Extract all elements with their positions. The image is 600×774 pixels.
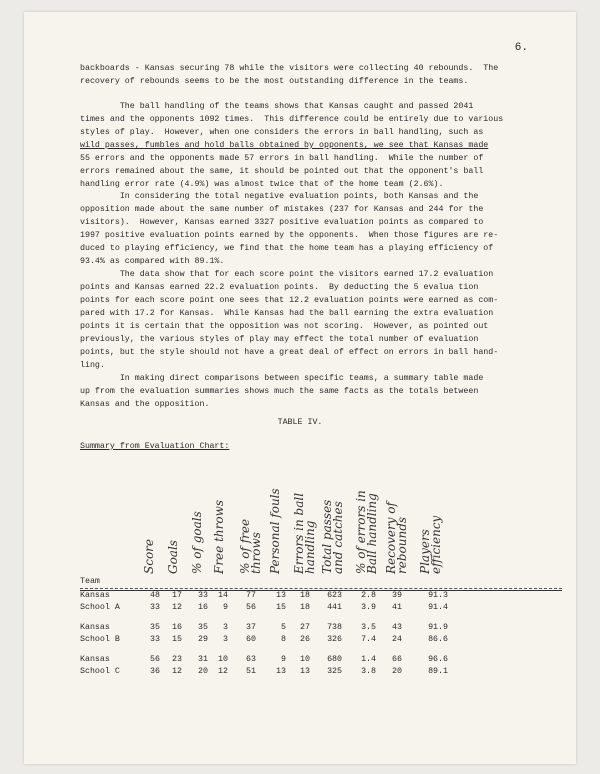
paragraph-comparisons	[80, 372, 560, 411]
table-cell: 12	[218, 667, 228, 676]
table-cell: 35	[198, 623, 208, 632]
document-page	[24, 12, 576, 764]
table-row	[24, 635, 576, 647]
column-header	[294, 493, 316, 574]
table-row	[24, 591, 576, 603]
text-line: 1997 positive evaluation points earned by the opponents. When those figures are re-	[80, 231, 499, 240]
table-cell: 39	[392, 591, 402, 600]
column-header-line: % of errors in	[354, 490, 368, 574]
text-line: 93.4% as compared with 89.1%.	[80, 257, 225, 266]
text-line: Kansas and the opposition.	[80, 400, 210, 409]
table-cell: 96.6	[428, 655, 448, 664]
table-cell: 18	[300, 603, 310, 612]
column-header	[144, 539, 155, 574]
text-line: backboards - Kansas securing 78 while the visitors were collecting 40 rebounds. The	[80, 64, 499, 73]
text-line: points for each score point one sees that 12.2 evaluation points were earned as com-	[80, 296, 499, 305]
table-cell: 12	[172, 667, 182, 676]
table-cell: 63	[246, 655, 256, 664]
team-column-header: Team	[80, 577, 100, 586]
text-line: points and Kansas earned 22.2 evaluation points. By deducting the 5 evalua tion	[80, 283, 479, 292]
team-name: Kansas	[80, 655, 110, 664]
column-header-line: throws	[249, 532, 263, 574]
team-name: School A	[80, 603, 120, 612]
table-cell: 15	[172, 635, 182, 644]
text-line: styles of play. However, when one considers the errors in ball handling, such as	[80, 128, 484, 137]
text-line: errors remained about the same, it should be pointed out that the opponent's ball	[80, 167, 484, 176]
text-line: wild passes, fumbles and hold balls obtained by opponents, we see that Kansas made	[80, 141, 489, 150]
table-cell: 77	[246, 591, 256, 600]
table-cell: 91.3	[428, 591, 448, 600]
text-line: recovery of rebounds seems to be the most outstanding difference in the teams.	[80, 77, 469, 86]
text-line: The ball handling of the teams shows that Kansas caught and passed 2041	[80, 102, 474, 111]
column-header	[322, 500, 344, 574]
text-line: visitors). However, Kansas earned 3327 positive evaluation points as compared to	[80, 218, 484, 227]
column-header-line: Ball handling	[365, 493, 379, 574]
text-line: The data show that for each score point the visitors earned 17.2 evaluation	[80, 270, 494, 279]
table-cell: 16	[198, 603, 208, 612]
table-cell: 623	[327, 591, 342, 600]
column-header-line: Score	[142, 538, 156, 574]
column-header-line: Personal fouls	[268, 488, 282, 574]
table-row	[24, 667, 576, 679]
paragraph-score-points	[80, 268, 560, 372]
column-header	[270, 488, 281, 574]
text-line: times and the opponents 1092 times. This difference could be entirely due to various	[80, 115, 504, 124]
table-cell: 37	[246, 623, 256, 632]
text-line: In making direct comparisons between specific teams, a summary table made	[80, 374, 484, 383]
table-cell: 20	[198, 667, 208, 676]
table-cell: 33	[198, 591, 208, 600]
table-cell: 41	[392, 603, 402, 612]
column-header	[240, 519, 262, 574]
table-cell: 10	[218, 655, 228, 664]
table-cell: 2.8	[361, 591, 376, 600]
table-cell: 91.9	[428, 623, 448, 632]
table-cell: 738	[327, 623, 342, 632]
team-name: Kansas	[80, 623, 110, 632]
table-cell: 56	[246, 603, 256, 612]
table-cell: 33	[150, 635, 160, 644]
column-header-line: Free throws	[212, 499, 226, 574]
table-cell: 13	[300, 667, 310, 676]
table-cell: 33	[150, 603, 160, 612]
table-title: TABLE IV.	[277, 418, 323, 427]
table-cell: 51	[246, 667, 256, 676]
column-header	[192, 511, 203, 574]
table-cell: 86.6	[428, 635, 448, 644]
column-header-line: Players	[418, 529, 432, 574]
text-line: opposition made about the same number of mistakes (237 for Kansas and 244 for the	[80, 205, 484, 214]
column-header-line: Total passes	[320, 499, 334, 574]
table-cell: 43	[392, 623, 402, 632]
table-cell: 16	[172, 623, 182, 632]
table-cell: 17	[172, 591, 182, 600]
column-header	[168, 540, 179, 574]
table-cell: 441	[327, 603, 342, 612]
table-cell: 23	[172, 655, 182, 664]
column-header-line: Goals	[166, 540, 180, 574]
paragraph-evaluation-points	[80, 190, 560, 268]
table-cell: 13	[276, 591, 286, 600]
column-header-line: % of free	[238, 518, 252, 574]
column-header	[420, 516, 442, 574]
table-cell: 89.1	[428, 667, 448, 676]
table-cell: 680	[327, 655, 342, 664]
table-cell: 3	[223, 635, 228, 644]
table-row	[24, 603, 576, 615]
table-cell: 18	[300, 591, 310, 600]
table-cell: 13	[276, 667, 286, 676]
text-line: ling.	[80, 361, 105, 370]
table-row	[24, 655, 576, 667]
column-header-line: Errors in ball	[292, 492, 306, 574]
text-line: points, but the style should not have a great deal of effect on errors in ball hand-	[80, 348, 499, 357]
team-name: Kansas	[80, 591, 110, 600]
table-cell: 3.8	[361, 667, 376, 676]
table-cell: 66	[392, 655, 402, 664]
table-cell: 9	[223, 603, 228, 612]
table-cell: 48	[150, 591, 160, 600]
table-caption: Summary from Evaluation Chart:	[80, 442, 230, 451]
team-name: School B	[80, 635, 120, 644]
table-cell: 91.4	[428, 603, 448, 612]
text-line: pared with 17.2 for Kansas. While Kansas had the ball earning the extra evaluation	[80, 309, 494, 318]
column-header	[386, 502, 408, 574]
table-cell: 14	[218, 591, 228, 600]
table-cell: 9	[281, 655, 286, 664]
table-cell: 7.4	[361, 635, 376, 644]
table-cell: 3	[223, 623, 228, 632]
table-cell: 1.4	[361, 655, 376, 664]
table-cell: 326	[327, 635, 342, 644]
table-cell: 24	[392, 635, 402, 644]
text-line: 55 errors and the opponents made 57 errors in ball handling. While the number of	[80, 154, 484, 163]
column-header	[356, 490, 378, 574]
column-header-line: handling	[303, 520, 317, 574]
table-cell: 15	[276, 603, 286, 612]
page-number: 6.	[514, 42, 528, 54]
text-line: handling error rate (4.9%) was almost twice that of the home team (2.6%).	[80, 180, 444, 189]
table-cell: 325	[327, 667, 342, 676]
column-header-line: Recovery of	[384, 502, 398, 574]
table-cell: 20	[392, 667, 402, 676]
table-cell: 3.5	[361, 623, 376, 632]
table-cell: 60	[246, 635, 256, 644]
text-line: up from the evaluation summaries shows much the same facts as the totals between	[80, 387, 479, 396]
table-cell: 36	[150, 667, 160, 676]
column-header-line: % of goals	[190, 511, 204, 574]
table-row	[24, 623, 576, 635]
column-header-line: efficiency	[429, 515, 443, 574]
table-cell: 3.9	[361, 603, 376, 612]
column-header	[214, 500, 225, 574]
table-cell: 10	[300, 655, 310, 664]
text-line: In considering the total negative evaluation points, both Kansas and the	[80, 192, 479, 201]
table-cell: 35	[150, 623, 160, 632]
text-line: previously, the various styles of play may effect the total number of evaluation	[80, 335, 479, 344]
column-header-line: and catches	[331, 501, 345, 574]
text-line: points it is certain that the opposition was not scoring. However, as pointed out	[80, 322, 489, 331]
table-cell: 29	[198, 635, 208, 644]
table-header-rule	[80, 588, 562, 589]
table-cell: 27	[300, 623, 310, 632]
paragraph-rebounds	[80, 62, 560, 88]
table-cell: 26	[300, 635, 310, 644]
column-header-line: rebounds	[395, 516, 409, 574]
text-line: duced to playing efficiency, we find that the home team has a playing efficiency of	[80, 244, 494, 253]
table-cell: 8	[281, 635, 286, 644]
table-cell: 56	[150, 655, 160, 664]
table-cell: 31	[198, 655, 208, 664]
paragraph-ball-handling	[80, 100, 560, 191]
table-cell: 12	[172, 603, 182, 612]
team-name: School C	[80, 667, 120, 676]
table-cell: 5	[281, 623, 286, 632]
